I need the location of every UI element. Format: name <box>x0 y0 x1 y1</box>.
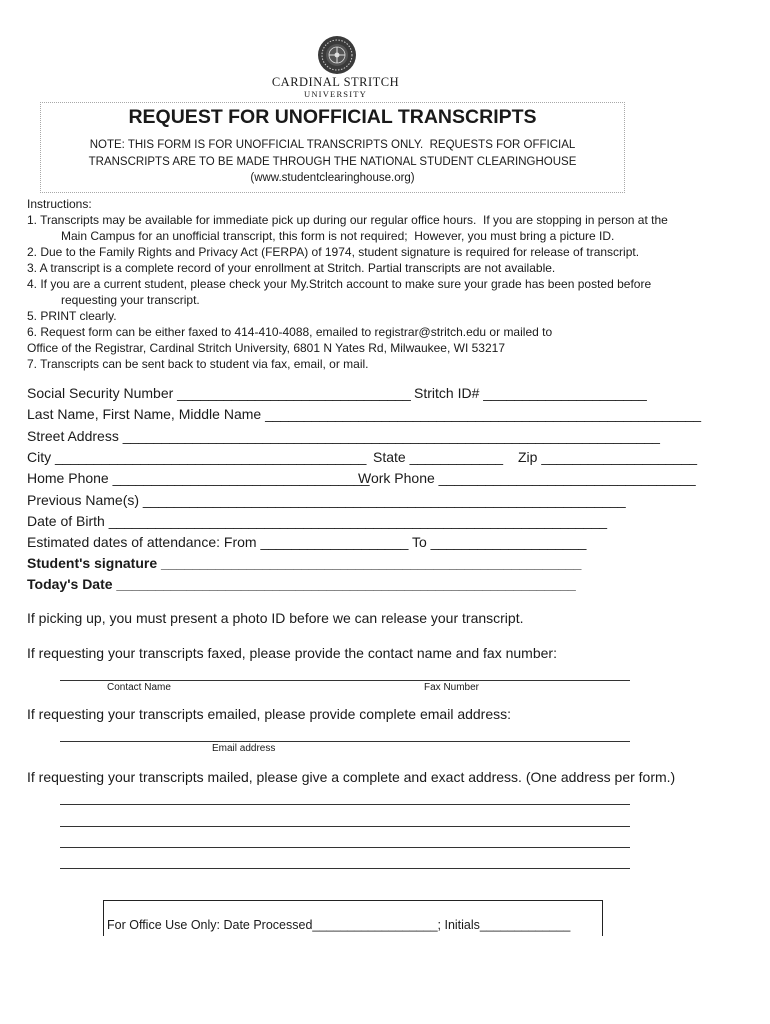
attendance-to-field[interactable]: To ____________________ <box>412 534 587 550</box>
city-field[interactable]: City ________________________________________ <box>27 449 367 465</box>
stritch-id-field[interactable]: Stritch ID# _____________________ <box>414 385 647 401</box>
attendance-from-field[interactable]: Estimated dates of attendance: From ___________________ <box>27 534 409 550</box>
instruction-line: 6. Request form can be either faxed to 414-410-4088, emailed to registrar@stritch.edu or mailed to <box>27 325 553 339</box>
email-input-line[interactable] <box>60 741 630 742</box>
student-signature-field[interactable]: Student's signature ______________________________________________________ <box>27 555 582 571</box>
university-seal-icon <box>317 35 357 75</box>
mail-address-line-2[interactable] <box>60 826 630 827</box>
fax-input-line[interactable] <box>60 680 630 681</box>
fax-prompt: If requesting your transcripts faxed, please provide the contact name and fax number: <box>27 645 557 661</box>
date-of-birth-field[interactable]: Date of Birth ________________________________________________________________ <box>27 513 608 529</box>
contact-name-label: Contact Name <box>107 682 171 693</box>
mail-address-line-3[interactable] <box>60 847 630 848</box>
instruction-line: 4. If you are a current student, please check your My.Stritch account to make sure your grade has been posted before <box>27 277 652 291</box>
instruction-line: 1. Transcripts may be available for immediate pick up during our regular office hours. If you are stopping in person at the <box>27 213 668 227</box>
instruction-line: 7. Transcripts can be sent back to student via fax, email, or mail. <box>27 357 369 371</box>
form-title: REQUEST FOR UNOFFICIAL TRANSCRIPTS <box>128 106 537 128</box>
instruction-line: 5. PRINT clearly. <box>27 309 117 323</box>
instruction-line: Main Campus for an unofficial transcript, this form is not required; However, you must bring a picture ID. <box>61 229 615 243</box>
note-line-2: TRANSCRIPTS ARE TO BE MADE THROUGH THE NATIONAL STUDENT CLEARINGHOUSE <box>88 156 577 168</box>
office-use-text: For Office Use Only: Date Processed__________________; Initials_____________ <box>107 918 571 932</box>
street-address-field[interactable]: Street Address _____________________________________________________________________ <box>27 428 660 444</box>
email-prompt: If requesting your transcripts emailed, please provide complete email address: <box>27 706 512 722</box>
note-line-1: NOTE: THIS FORM IS FOR UNOFFICIAL TRANSCRIPTS ONLY. REQUESTS FOR OFFICIAL <box>89 139 576 151</box>
instruction-line: 2. Due to the Family Rights and Privacy Act (FERPA) of 1974, student signature is required for release of transcript. <box>27 245 640 259</box>
note-line-3: (www.studentclearinghouse.org) <box>250 172 415 184</box>
ssn-field[interactable]: Social Security Number ______________________________ <box>27 385 411 401</box>
instruction-line: 3. A transcript is a complete record of your enrollment at Stritch. Partial transcripts are not available. <box>27 261 556 275</box>
work-phone-field[interactable]: Work Phone _________________________________ <box>358 470 696 486</box>
instruction-line: requesting your transcript. <box>61 293 200 307</box>
university-name: CARDINAL STRITCH <box>271 75 400 89</box>
mail-address-line-1[interactable] <box>60 804 630 805</box>
university-subtitle: UNIVERSITY <box>304 89 367 99</box>
previous-names-field[interactable]: Previous Name(s) ______________________________________________________________ <box>27 492 626 508</box>
instructions-heading: Instructions: <box>27 197 92 211</box>
mail-address-line-4[interactable] <box>60 868 630 869</box>
name-field[interactable]: Last Name, First Name, Middle Name ________________________________________________________ <box>27 406 702 422</box>
fax-number-label: Fax Number <box>424 682 480 693</box>
todays-date-field[interactable]: Today's Date ___________________________________________________________ <box>27 576 576 592</box>
home-phone-field[interactable]: Home Phone _________________________________ <box>27 470 370 486</box>
instruction-line: Office of the Registrar, Cardinal Stritch University, 6801 N Yates Rd, Milwaukee, WI 53217 <box>27 341 505 355</box>
email-address-label: Email address <box>212 743 276 754</box>
state-field[interactable]: State ____________ <box>373 449 504 465</box>
zip-field[interactable]: Zip ____________________ <box>518 449 698 465</box>
pickup-note: If picking up, you must present a photo ID before we can release your transcript. <box>27 610 524 626</box>
mail-prompt: If requesting your transcripts mailed, please give a complete and exact address. (One address per form.) <box>27 769 676 785</box>
